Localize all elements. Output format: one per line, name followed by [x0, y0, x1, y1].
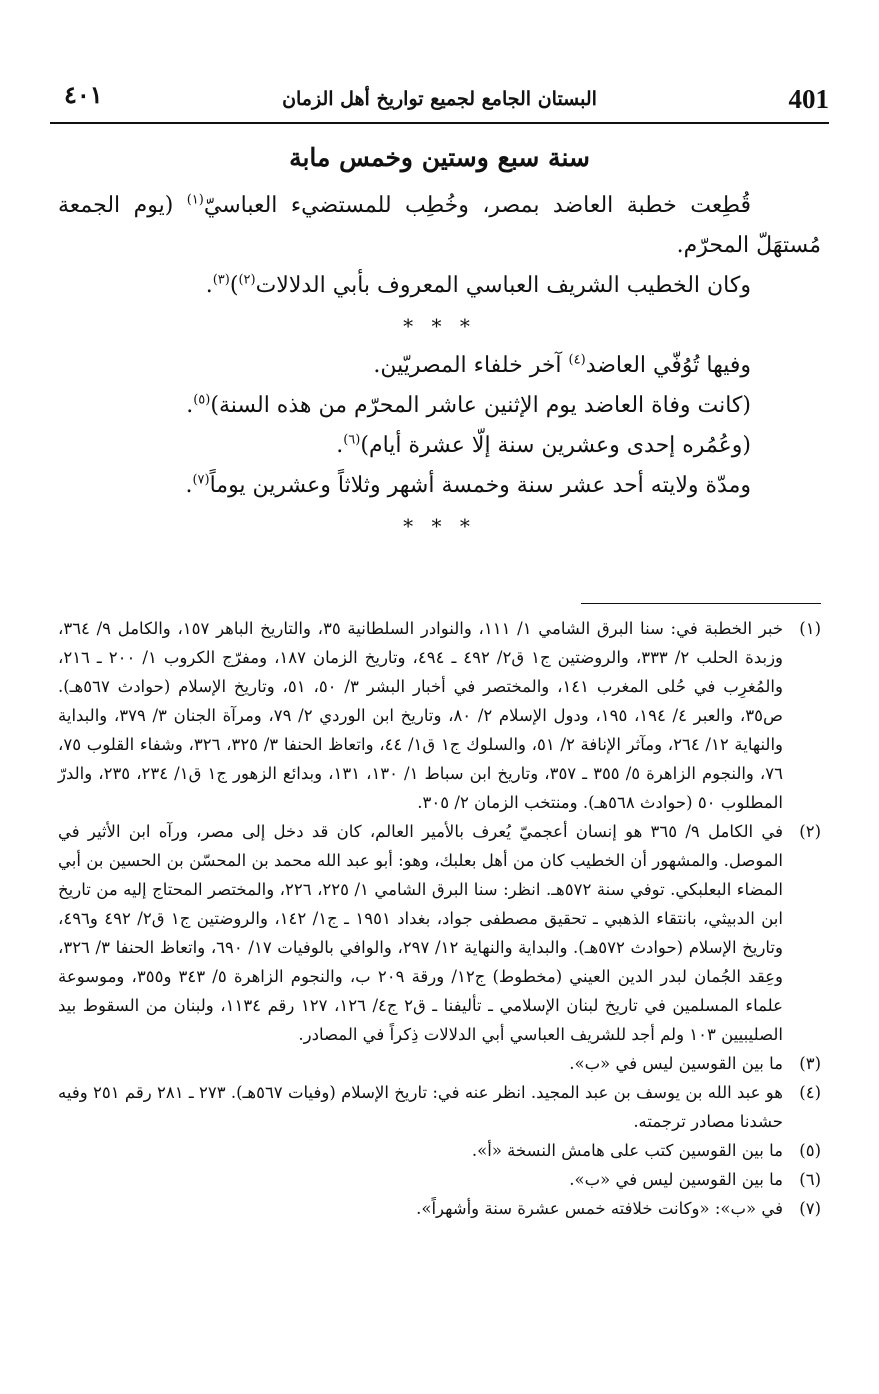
footnote-number: (٧) [799, 1199, 821, 1218]
paragraph-2 [58, 266, 821, 306]
text-span: قُطِعت خطبة العاضد بمصر، وخُطِب للمستضيء العباسيّ [203, 193, 752, 218]
text-span: وكان الخطيب الشريف العباسي المعروف بأبي الدلالات [255, 273, 751, 298]
section-divider: * * * [403, 514, 476, 538]
footnote-ref-5: (٥) [193, 392, 211, 408]
page-number-latin: 401 [788, 84, 829, 114]
section-divider: * * * [403, 314, 476, 338]
footnote-item [58, 1165, 821, 1194]
paragraph-6 [58, 466, 821, 506]
footnote-text: ما بين القوسين ليس في «ب». [569, 1170, 783, 1189]
paragraph-4 [58, 386, 821, 426]
running-header [50, 78, 829, 124]
footnote-number: (٦) [799, 1170, 821, 1189]
footnote-text: في الكامل ٩/ ٣٦٥ هو إنسان أعجميّ يُعرف بالأمير العالم، كان قد دخل إلى مصر، ورآه ابن الأثير في الموصل. والمشهور أن الخطيب كان من أهل بعلبك، وهو: أبو عبد الله محمد بن المحسّن بن الحسين بن أبي المضاء البعلبكي. توفي سنة ٥٧٢هـ. انظر: سنا البرق الشامي ١/ ٢٢٥، ٢٢٦، والمختصر المحتاج إليه من تاريخ ابن الدبيثي، بانتقاء الذهبي ـ تحقيق مصطفى جواد، بغداد ١٩٥١ ـ ج١/ ١٤٢، والروضتين ج١ ق٢/ ٤٩٢ و٤٩٦، وتاريخ الإسلام (حوادث ٥٧٢هـ). والبداية والنهاية ١٢/ ٢٩٧، والوافي بالوفيات ١٧/ ٦٩٠، واتعاظ الحنفا ٣/ ٣٢٦، وعِقد الجُمان لبدر الدين العيني (مخطوط) ج١٢/ ورقة ٢٠٩ ب، والنجوم الزاهرة ٥/ ٣٤٣ و٣٥٥، وموسوعة علماء المسلمين في تاريخ لبنان الإسلامي ـ تأليفنا ـ ق٢ ج٤/ ١٢٦، ١٢٧ رقم ١١٣٤، ولبنان من السقوط بيد الصليبيين ١٠٣ ولم أجد للشريف العباسي أبي الدلالات ذِكراً في المصادر. [58, 822, 784, 1044]
running-title: البستان الجامع لجميع تواريخ أهل الزمان [282, 88, 597, 110]
text-span: آخر خلفاء المصريّين. [373, 353, 569, 378]
footnote-ref-6: (٦) [343, 432, 361, 448]
text-span: . [186, 393, 194, 418]
footnote-item [58, 817, 821, 1049]
footnote-text: ما بين القوسين ليس في «ب». [569, 1054, 783, 1073]
text-span: (وعُمُره إحدى وعشرين سنة إلّا عشرة أيام) [360, 433, 751, 458]
footnote-text: هو عبد الله بن يوسف بن عبد المجيد. انظر عنه في: تاريخ الإسلام (وفيات ٥٦٧هـ). ٢٧٣ ـ ٢٨١ رقم ٢٥١ وفيه حشدنا مصادر ترجمته. [58, 1083, 783, 1131]
text-span: . [185, 473, 193, 498]
main-text [58, 186, 821, 546]
footnote-item [58, 1136, 821, 1165]
footnote-number: (٤) [799, 1083, 821, 1102]
footnote-number: (٣) [799, 1054, 821, 1073]
text-span: ومدّة ولايته أحد عشر سنة وخمسة أشهر وثلاثاً وعشرين يوماً [209, 473, 751, 498]
footnote-number: (٢) [799, 822, 821, 841]
footnote-text: خبر الخطبة في: سنا البرق الشامي ١/ ١١١، والنوادر السلطانية ٣٥، والتاريخ الباهر ١٥٧، والكامل ٩/ ٣٦٤، وزبدة الحلب ٢/ ٣٣٣، والروضتين ج١ ق٢/ ٤٩٢ ـ ٤٩٤، وتاريخ الزمان ١٨٧، ومفرّج الكروب ١/ ٢٠٠ ـ ٢١٦، والمُغرِب في حُلى المغرب ١٤١، والمختصر في أخبار البشر ٣/ ٥٠، ٥١، وتاريخ الإسلام (حوادث ٥٦٧هـ). ص٣٥، والعبر ٤/ ١٩٤، ١٩٥، ودول الإسلام ٢/ ٨٠، وتاريخ ابن الوردي ٢/ ٧٩، ومرآة الجنان ٣/ ٣٧٩، والبداية والنهاية ١٢/ ٢٦٤، ومآثر الإنافة ٢/ ٥١، والسلوك ج١ ق١/ ٤٤، واتعاظ الحنفا ٣/ ٣٢٥، ٣٢٦، وشفاء القلوب ٧٥، ٧٦، والنجوم الزاهرة ٥/ ٣٥٥ ـ ٣٥٧، وتاريخ ابن سباط ١/ ١٣٠، ١٣١، وبدائع الزهور ج١ ق١/ ٢٣٤، ٢٣٥، والدرّ المطلوب ٥٠ (حوادث ٥٦٨هـ). ومنتخب الزمان ٢/ ٣٠٥. [58, 619, 784, 812]
footnote-item [58, 1194, 821, 1223]
footnote-number: (٥) [799, 1141, 821, 1160]
paragraph-5 [58, 426, 821, 466]
page-number-arabic: ٤٠١ [64, 80, 103, 109]
paragraph-3 [58, 346, 821, 386]
footnote-ref-1: (١) [186, 192, 204, 208]
footnote-ref-4: (٤) [568, 352, 586, 368]
text-span: . [336, 433, 344, 458]
text-span: وفيها تُوُفّي العاضد [585, 353, 751, 378]
footnote-number: (١) [799, 619, 821, 638]
text-span: (كانت وفاة العاضد يوم الإثنين عاشر المحرّم من هذه السنة) [210, 393, 751, 418]
footnote-text: ما بين القوسين كتب على هامش النسخة «أ». [471, 1141, 783, 1160]
text-span: ) [229, 273, 239, 298]
footnote-ref-7: (٧) [192, 472, 210, 488]
footnote-ref-2: (٢) [238, 272, 256, 288]
footnote-ref-3: (٣) [212, 272, 230, 288]
text-span: (يوم الجمعة مُستهَلّ المحرّم. [58, 193, 821, 258]
text-span: . [205, 273, 213, 298]
footnote-item [58, 614, 821, 817]
footnote-text: في «ب»: «وكانت خلافته خمس عشرة سنة وأشهراً». [416, 1199, 783, 1218]
section-title: سنة سبع وستين وخمس مابة [289, 143, 590, 172]
footnote-item [58, 1078, 821, 1136]
footnote-separator [581, 603, 821, 604]
footnote-item [58, 1049, 821, 1078]
footnotes [58, 614, 821, 1223]
paragraph-1 [58, 186, 821, 266]
